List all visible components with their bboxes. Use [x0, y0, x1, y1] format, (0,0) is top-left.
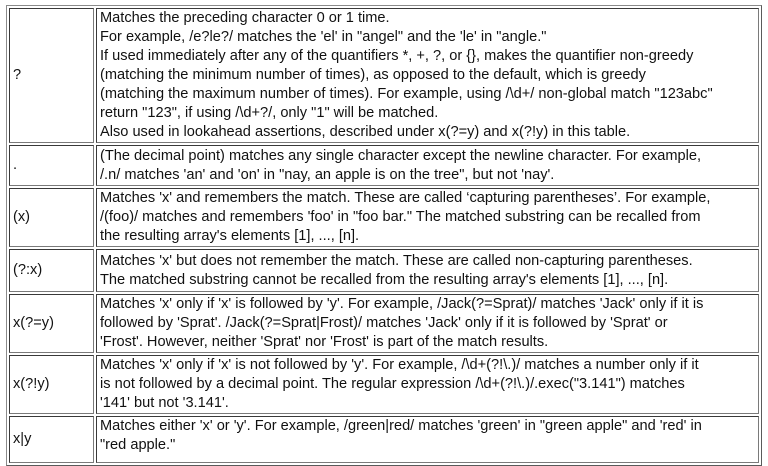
description-line: /.n/ matches 'an' and 'on' in "nay, an apple is on the tree", but not 'nay'.: [100, 166, 555, 183]
description-cell: [96, 294, 759, 353]
character-cell: x|y: [9, 416, 94, 463]
description-cell: [96, 416, 759, 463]
character-cell: x(?=y): [9, 294, 94, 353]
table-row: [9, 416, 759, 463]
character-cell: .: [9, 145, 94, 186]
description-line: Matches the preceding character 0 or 1 time.: [100, 10, 390, 26]
description-cell: [96, 355, 759, 414]
description-cell: [96, 145, 759, 186]
description-line: Matches 'x' only if 'x' is followed by 'y'. For example, /Jack(?=Sprat)/ matches 'Jack' only if it is: [100, 296, 704, 312]
description-cell: [96, 8, 759, 143]
description-line: For example, /e?le?/ matches the 'el' in "angel" and the 'le' in "angle.": [100, 29, 547, 45]
description-line: return "123", if using /\d+?/, only "1" will be matched.: [100, 105, 439, 121]
description-line: followed by 'Sprat'. /Jack(?=Sprat|Frost)/ matches 'Jack' only if it is followed by 'Sprat' or: [100, 315, 668, 331]
description-line: '141' but not '3.141'.: [100, 395, 229, 411]
description-line: (matching the minimum number of times), as opposed to the default, which is greedy: [100, 67, 646, 83]
regex-special-characters-table: [6, 5, 762, 466]
character-cell: x(?!y): [9, 355, 94, 414]
regex-reference-document: [6, 5, 762, 466]
description-line: If used immediately after any of the quantifiers *, +, ?, or {}, makes the quantifier non-greedy: [100, 48, 694, 64]
description-line: (The decimal point) matches any single character except the newline character. For example,: [100, 147, 702, 164]
description-cell: [96, 188, 759, 247]
description-line: Matches either 'x' or 'y'. For example, /green|red/ matches 'green' in "green apple" and 'red' in: [100, 418, 702, 434]
character-cell: (?:x): [9, 249, 94, 292]
description-line: The matched substring cannot be recalled from the resulting array's elements [1], ..., [n].: [100, 271, 669, 288]
table-row: [9, 145, 759, 186]
description-line: /(foo)/ matches and remembers 'foo' in "foo bar." The matched substring can be recalled from: [100, 209, 701, 225]
table-row: [9, 249, 759, 292]
table-row: [9, 355, 759, 414]
description-line: is not followed by a decimal point. The regular expression /\d+(?!\.)/.exec("3.141") matches: [100, 376, 685, 392]
description-line: Matches 'x' only if 'x' is not followed by 'y'. For example, /\d+(?!\.)/ matches a number only if it: [100, 357, 699, 373]
description-line: the resulting array's elements [1], ..., [n].: [100, 228, 360, 244]
character-cell: (x): [9, 188, 94, 247]
description-line: Matches 'x' and remembers the match. These are called ‘capturing parentheses’. For example,: [100, 190, 711, 206]
description-cell: [96, 249, 759, 292]
table-row: [9, 294, 759, 353]
description-line: Matches 'x' but does not remember the match. These are called non-capturing parentheses.: [100, 252, 693, 269]
description-line: Also used in lookahead assertions, described under x(?=y) and x(?!y) in this table.: [100, 124, 631, 140]
description-line: 'Frost'. However, neither 'Sprat' nor 'Frost' is part of the match results.: [100, 334, 549, 350]
description-line: "red apple.": [100, 437, 176, 453]
character-cell: ?: [9, 8, 94, 143]
description-line: (matching the maximum number of times). For example, using /\d+/ non-global match "123abc": [100, 86, 713, 102]
table-row: [9, 188, 759, 247]
table-row: [9, 8, 759, 143]
